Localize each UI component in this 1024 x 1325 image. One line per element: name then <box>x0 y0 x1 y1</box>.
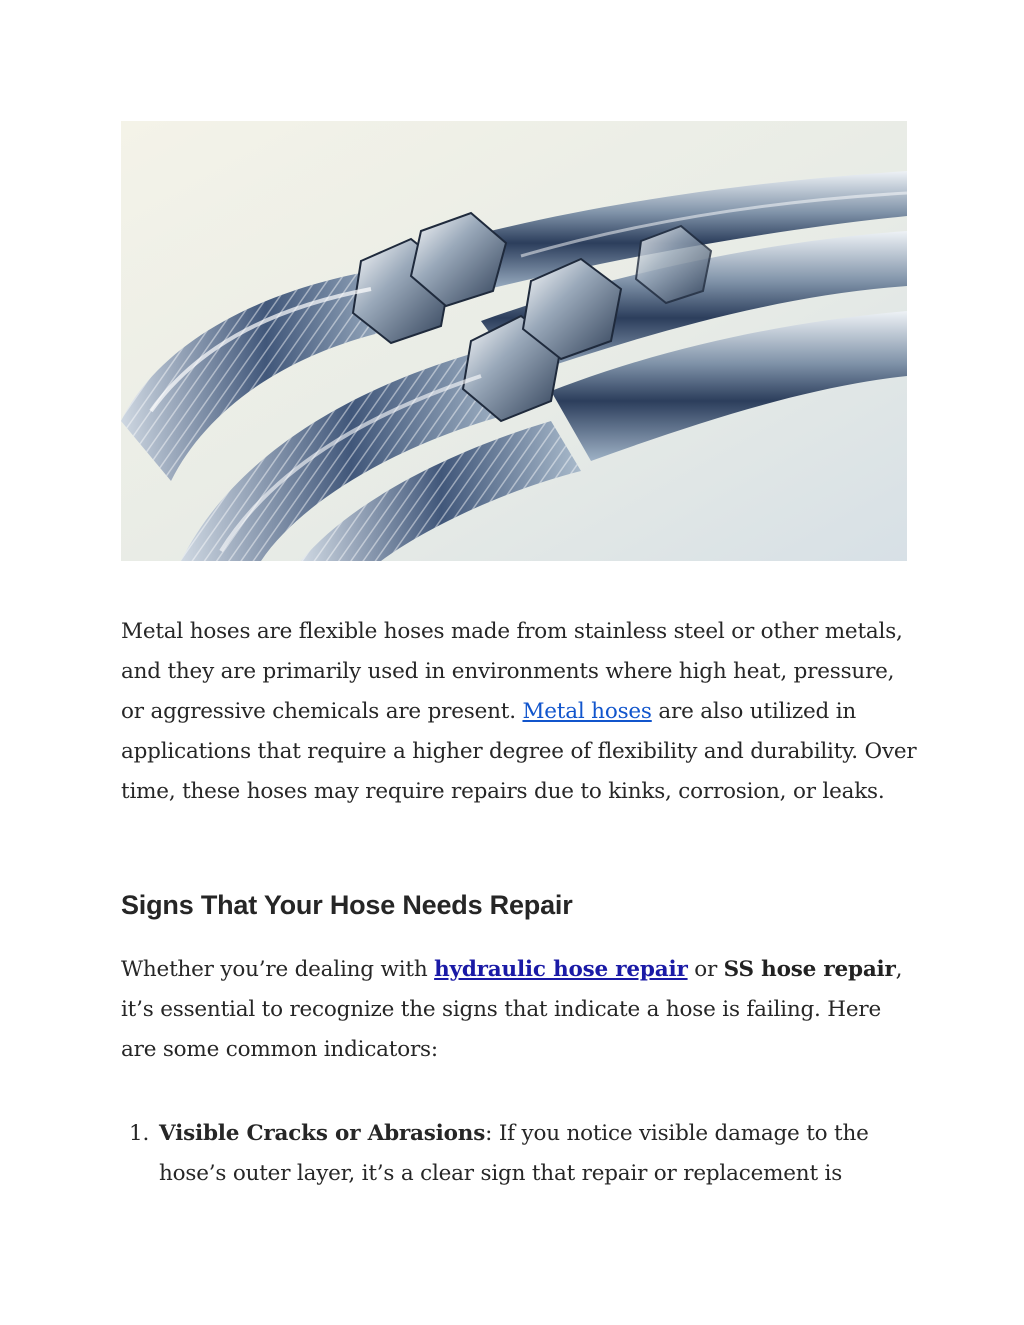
list-item <box>121 1114 921 1194</box>
hero-image <box>121 121 907 561</box>
intro-text-start: Metal hoses are flexible hoses made from stainless steel or other metals, and they are primarily used in environments where high heat, pressure, or aggressive chemicals are present. <box>121 619 903 724</box>
signs-paragraph <box>121 950 921 1070</box>
signs-text-start: Whether you’re dealing with <box>121 957 435 982</box>
hydraulic-hose-repair-link[interactable]: hydraulic hose repair <box>434 957 688 982</box>
metal-hoses-link[interactable]: Metal hoses <box>522 699 652 724</box>
metal-hoses-photo <box>121 121 907 561</box>
indicators-list <box>121 1114 921 1194</box>
signs-text-or: or <box>687 957 724 982</box>
intro-paragraph <box>121 612 921 812</box>
ss-hose-repair-bold: SS hose repair <box>723 957 896 982</box>
list-item-title: Visible Cracks or Abrasions <box>159 1121 486 1146</box>
intro-text-end: are also utilized in applications that require a higher degree of flexibility and durability. Over time, these hoses may require repairs due to kinks, corrosion, or leaks. <box>121 699 917 804</box>
list-item-text: : If you notice visible damage to the hose’s outer layer, it’s a clear sign that repair or replacement is <box>159 1121 869 1186</box>
signs-section <box>121 950 921 1070</box>
section-heading: Signs That Your Hose Needs Repair <box>121 890 573 920</box>
list-item-number: 1. <box>129 1121 150 1146</box>
intro-section <box>121 612 921 812</box>
signs-text-end: , it’s essential to recognize the signs that indicate a hose is failing. Here are some common indicators: <box>121 957 903 1062</box>
